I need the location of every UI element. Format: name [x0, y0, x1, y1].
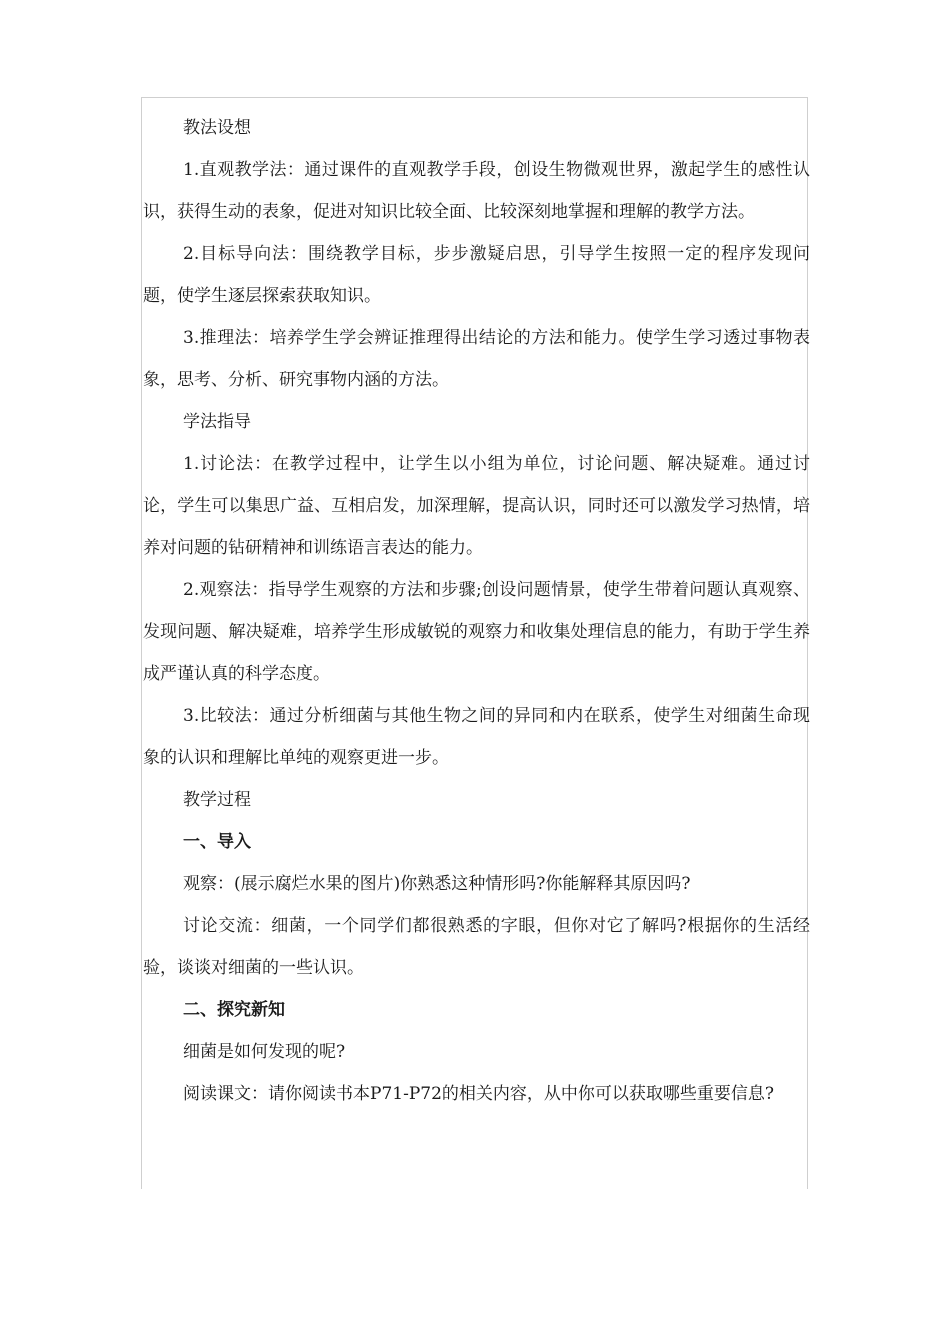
heading-teaching-process: 教学过程	[183, 790, 251, 810]
section-title-introduction: 一、导入	[183, 832, 251, 852]
paragraph-observation-method: 2.观察法：指导学生观察的方法和步骤;创设问题情景，使学生带着问题认真观察、发现问题、解决疑难，培养学生形成敏锐的观察力和收集处理信息的能力，有助于学生养成严谨认真的科学态度。	[143, 580, 810, 684]
paragraph-read-text: 阅读课文：请你阅读书本P71-P72的相关内容，从中你可以获取哪些重要信息?	[183, 1084, 774, 1104]
heading-learning-guidance: 学法指导	[183, 412, 251, 432]
paragraph-bacteria-discovery: 细菌是如何发现的呢?	[183, 1042, 346, 1062]
document-body	[143, 107, 810, 1115]
section-title-explore-new-knowledge: 二、探究新知	[183, 1000, 285, 1020]
paragraph-discuss-exchange: 讨论交流：细菌，一个同学们都很熟悉的字眼，但你对它了解吗?根据你的生活经验，谈谈对细菌的一些认识。	[143, 916, 810, 978]
paragraph-comparison-method: 3.比较法：通过分析细菌与其他生物之间的异同和内在联系，使学生对细菌生命现象的认识和理解比单纯的观察更进一步。	[143, 706, 810, 768]
paragraph-reasoning-method: 3.推理法：培养学生学会辨证推理得出结论的方法和能力。使学生学习透过事物表象，思考、分析、研究事物内涵的方法。	[143, 328, 810, 390]
heading-teaching-method: 教法设想	[183, 118, 251, 138]
paragraph-intuitive-method: 1.直观教学法：通过课件的直观教学手段，创设生物微观世界，激起学生的感性认识，获得生动的表象，促进对知识比较全面、比较深刻地掌握和理解的教学方法。	[143, 160, 810, 222]
paragraph-discussion-method: 1.讨论法：在教学过程中，让学生以小组为单位，讨论问题、解决疑难。通过讨论，学生可以集思广益、互相启发，加深理解，提高认识，同时还可以激发学习热情，培养对问题的钻研精神和训练语言表达的能力。	[143, 454, 810, 558]
paragraph-goal-oriented-method: 2.目标导向法：围绕教学目标，步步激疑启思，引导学生按照一定的程序发现问题，使学生逐层探索获取知识。	[143, 244, 810, 306]
paragraph-observe: 观察：(展示腐烂水果的图片)你熟悉这种情形吗?你能解释其原因吗?	[183, 874, 691, 894]
